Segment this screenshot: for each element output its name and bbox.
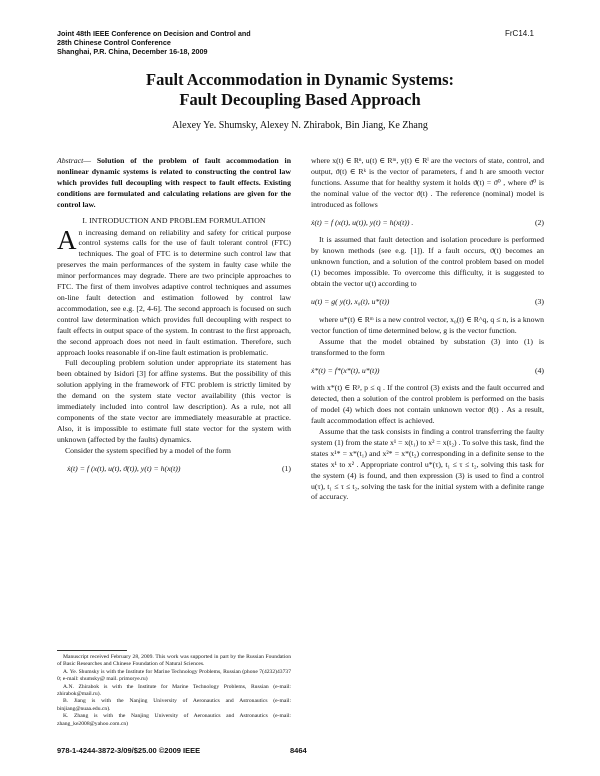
isbn-footer: 978-1-4244-3872-3/09/$25.00 ©2009 IEEE <box>57 746 201 755</box>
intro-paragraph-1: An increasing demand on reliability and safety for critical purpose control systems calls for the use of fault tolerant control (FTC) techniques. The goal of FTC is to determine such control law that preserves the main performances of the system in faulty case while the minor performances may degrade. There are two principle approaches to FTC. The first of them involves adaptive control techniques and assumes on-line fault detection and estimation followed by control law accommodation, see e.g. [2, 4-6]. The second approach is focused on such control law determination which provides full decoupling with respect to fault effects in output space of the system. In contrast to the first approach, the second approach does not need in fault estimation. Therefore, such approach looks reasonable if on-line fault estimation is problematic. <box>57 224 291 357</box>
author-list: Alexey Ye. Shumsky, Alexey N. Zhirabok, Bin Jiang, Ke Zhang <box>172 120 428 131</box>
equation-1-body: ẋ(t) = f (x(t), u(t), ϑ(t)), y(t) = h(x(t)) <box>67 463 181 473</box>
right-column <box>311 156 544 503</box>
intro-text <box>57 224 291 475</box>
footnotes <box>57 650 291 728</box>
right-paragraph-5: with x*(t) ∈ Rᵖ, p ≤ q . If the control (3) exists and the fault occurred and detected, then a solution of the control problem is performed on the basis of model (4) which does not contain unknown vector ϑ(t) . As a result, fault accommodation effect is achieved. <box>311 383 544 426</box>
left-column <box>57 156 291 481</box>
footnote-manuscript: Manuscript received February 28, 2009. This work was supported in part by the Russian Foundation of Basic Researches and Chinese Foundation of Natural Sciences. <box>57 654 291 668</box>
equation-2-number: (2) <box>534 217 544 227</box>
paper-title <box>0 70 600 110</box>
equation-4 <box>311 366 544 377</box>
equation-3 <box>311 297 544 308</box>
session-id: FrC14.1 <box>505 29 534 38</box>
abstract-label: Abstract <box>57 156 84 165</box>
conference-header <box>57 29 251 56</box>
conference-line-1: Joint 48th IEEE Conference on Decision and Control and <box>57 29 251 38</box>
intro-paragraph-3: Consider the system specified by a model of the form <box>65 445 231 455</box>
footnote-shumsky: A. Ye. Shumsky is with the Institute for Marine Technology Problems, Russian (phone 7(4232)43737 0; e-mail: shumsky@ mail. primorye.ru) <box>57 668 291 683</box>
abstract-dash: — <box>83 156 92 165</box>
footnote-rule <box>57 650 127 651</box>
equation-4-number: (4) <box>534 365 544 375</box>
right-paragraph-3: where u*(t) ∈ Rᵐ is a new control vector, x₀(t) ∈ R^q, q ≤ n, is a known vector function of time determined below, g is the vector function. <box>311 314 544 335</box>
equation-4-body: ẋ*(t) = f*(x*(t), u*(t)) <box>311 365 380 375</box>
title-line-2: Fault Decoupling Based Approach <box>179 90 421 109</box>
equation-1 <box>57 464 291 475</box>
footnote-zhirabok: A.N. Zhirabok is with the Institute for Marine Technology Problems, Russian (e-mail: zhirabok@mail.ru). <box>57 683 291 698</box>
footnote-zhang: K. Zhang is with the Nanjing University of Aeronautics and Astronautics (e-mail: zhang_ke2008@yahoo.com.cn) <box>57 713 291 727</box>
conference-line-3: Shanghai, P.R. China, December 16-18, 2009 <box>57 47 208 56</box>
abstract-text: Solution of the problem of fault accommodation in nonlinear dynamic systems is related to constructing the control law which provides full decoupling with respect to fault effects. Existing conditions are formulated and calculating relations are given for the control law. <box>57 156 292 209</box>
drop-cap: A <box>57 224 77 255</box>
equation-2-body: ẋ(t) = f (x(t), u(t)), y(t) = h(x(t)) . <box>311 217 414 227</box>
abstract <box>57 156 291 211</box>
section-heading: I. INTRODUCTION AND PROBLEM FORMULATION <box>82 215 266 225</box>
equation-3-number: (3) <box>534 296 544 306</box>
page-number: 8464 <box>290 746 307 755</box>
equation-2 <box>311 218 544 229</box>
equation-3-body: u(t) = g( y(t), x₀(t), u*(t)) <box>311 296 390 306</box>
equation-1-number: (1) <box>281 463 291 473</box>
intro-paragraph-2: Full decoupling problem solution under appropriate its statement has been obtained by Isidori [3] for affine systems. But the possibility of this solution applying in the framework of FTC problem is strictly limited by the demand on the system state vector availability (this vector is immediately included into control law description). As a rule, not all components of the state vector are immediately measurable at practice. Also, it is impossible to estimate full state vector for the system with unknown (affected by the faults) dynamics. <box>57 358 291 444</box>
conference-line-2: 28th Chinese Control Conference <box>57 38 171 47</box>
right-paragraph-4: Assume that the model obtained by substation (3) into (1) is transformed to the form <box>311 336 544 357</box>
title-line-1: Fault Accommodation in Dynamic Systems: <box>146 70 454 89</box>
footnote-jiang: B. Jiang is with the Nanjing University of Aeronautics and Astronautics (e-mail: binjiang@nuaa.edu.cn). <box>57 698 291 712</box>
right-paragraph-1: where x(t) ∈ Rⁿ, u(t) ∈ Rᵐ, y(t) ∈ Rˡ are the vectors of state, control, and output, ϑ(t) ∈ Rᵏ is the vector of parameters, f and h are smooth vector functions. Assume that for healthy system it holds ϑ(t) = ϑ⁰ , where ϑ⁰ is the nominal value of the vector ϑ(t) . The reference (nominal) model is introduced as follows <box>311 156 544 209</box>
right-paragraph-6: Assume that the task consists in finding a control transferring the faulty system (1) from the state x¹ = x(t₁) to x² = x(t₂) . To solve this task, find the states x¹* = x*(t₁) and x²* = x*(t₂) corresponding in a definite sense to the states x¹ to x² . Appropriate control u*(τ), t₁ ≤ τ ≤ t₂, solving this task for the system (4) is found, and then expression (3) is used to find a control u(τ), t₁ ≤ τ ≤ t₂, solving the task for the initial system with a definite range of accuracy. <box>311 427 544 502</box>
right-paragraph-2: It is assumed that fault detection and isolation procedure is performed by known methods (see e.g. [1]). If a fault occurs, ϑ(t) becomes an unknown function, and a solution of the control problem based on model (1) becomes impossible. To overcome this difficulty, it is suggested to obtain the vector u(t) according to <box>311 235 544 289</box>
